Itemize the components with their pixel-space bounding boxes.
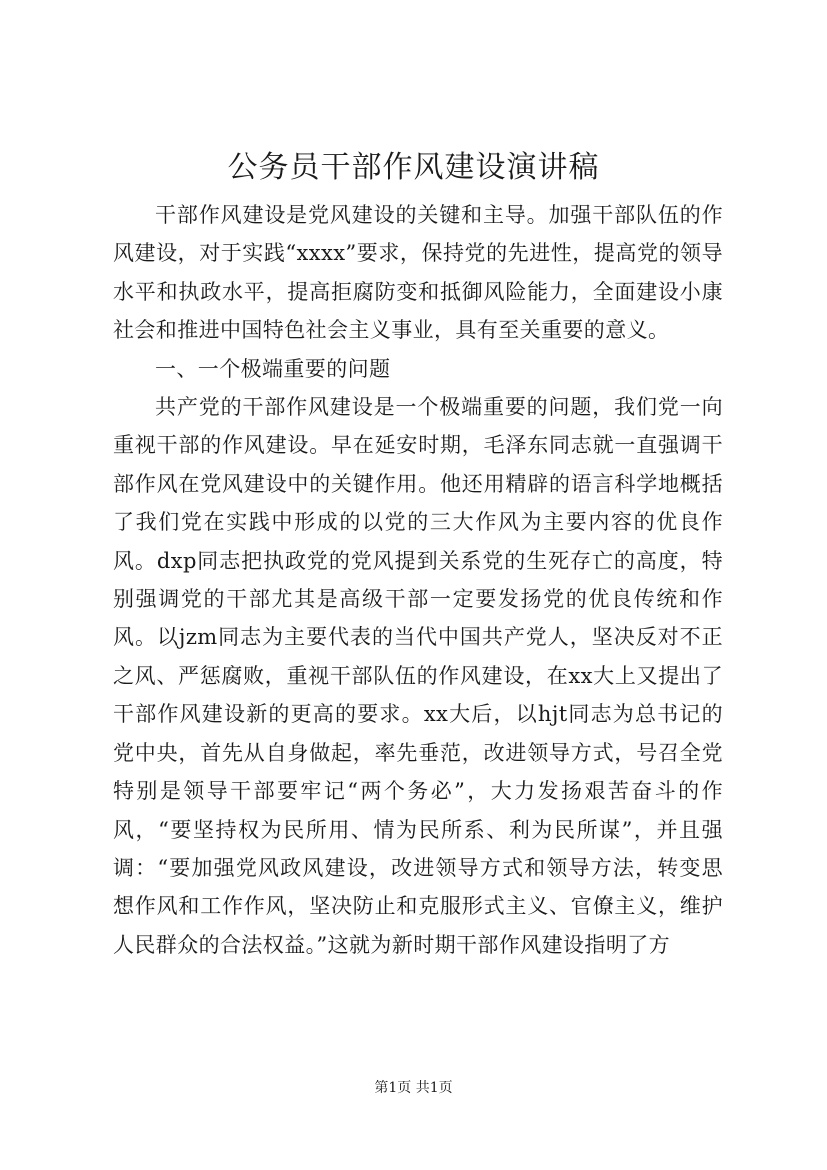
- page-footer: 第1页 共1页: [374, 1080, 453, 1096]
- document-title: 公务员干部作风建设演讲稿: [227, 150, 600, 185]
- section-heading: 一、一个极端重要的问题: [155, 356, 391, 381]
- body-paragraph: 共产党的干部作风建设是一个极端重要的问题，我们党一向重视干部的作风建设。早在延安时期，毛泽东同志就一直强调干部作风在党风建设中的关键作用。他还用精辟的语言科学地概括了我们党在实践中形成的以党的三大作风为主要内容的优良作风。dxp同志把执政党的党风提到关系党的生死存亡的高度，特别强调党的干部尤其是高级干部一定要发扬党的优良传统和作风。以jzm同志为主要代表的当代中国共产党人，坚决反对不正之风、严惩腐败，重视干部队伍的作风建设，在xx大上又提出了干部作风建设新的更高的要求。xx大后，以hjt同志为总书记的党中央，首先从自身做起，率先垂范，改进领导方式，号召全党特别是领导干部要牢记“两个务必”，大力发扬艰苦奋斗的作风，“要坚持权为民所用、情为民所系、利为民所谋”，并且强调：“要加强党风政风建设，改进领导方式和领导方法，转变思想作风和工作作风，坚决防止和克服形式主义、官僚主义，维护人民群众的合法权益。”这就为新时期干部作风建设指明了方: [113, 395, 723, 957]
- intro-paragraph: 干部作风建设是党风建设的关键和主导。加强干部队伍的作风建设，对于实践“xxxx”要求，保持党的先进性，提高党的领导水平和执政水平，提高拒腐防变和抵御风险能力，全面建设小康社会和推进中国特色社会主义事业，具有至关重要的意义。: [113, 203, 723, 343]
- document-body: [113, 196, 723, 964]
